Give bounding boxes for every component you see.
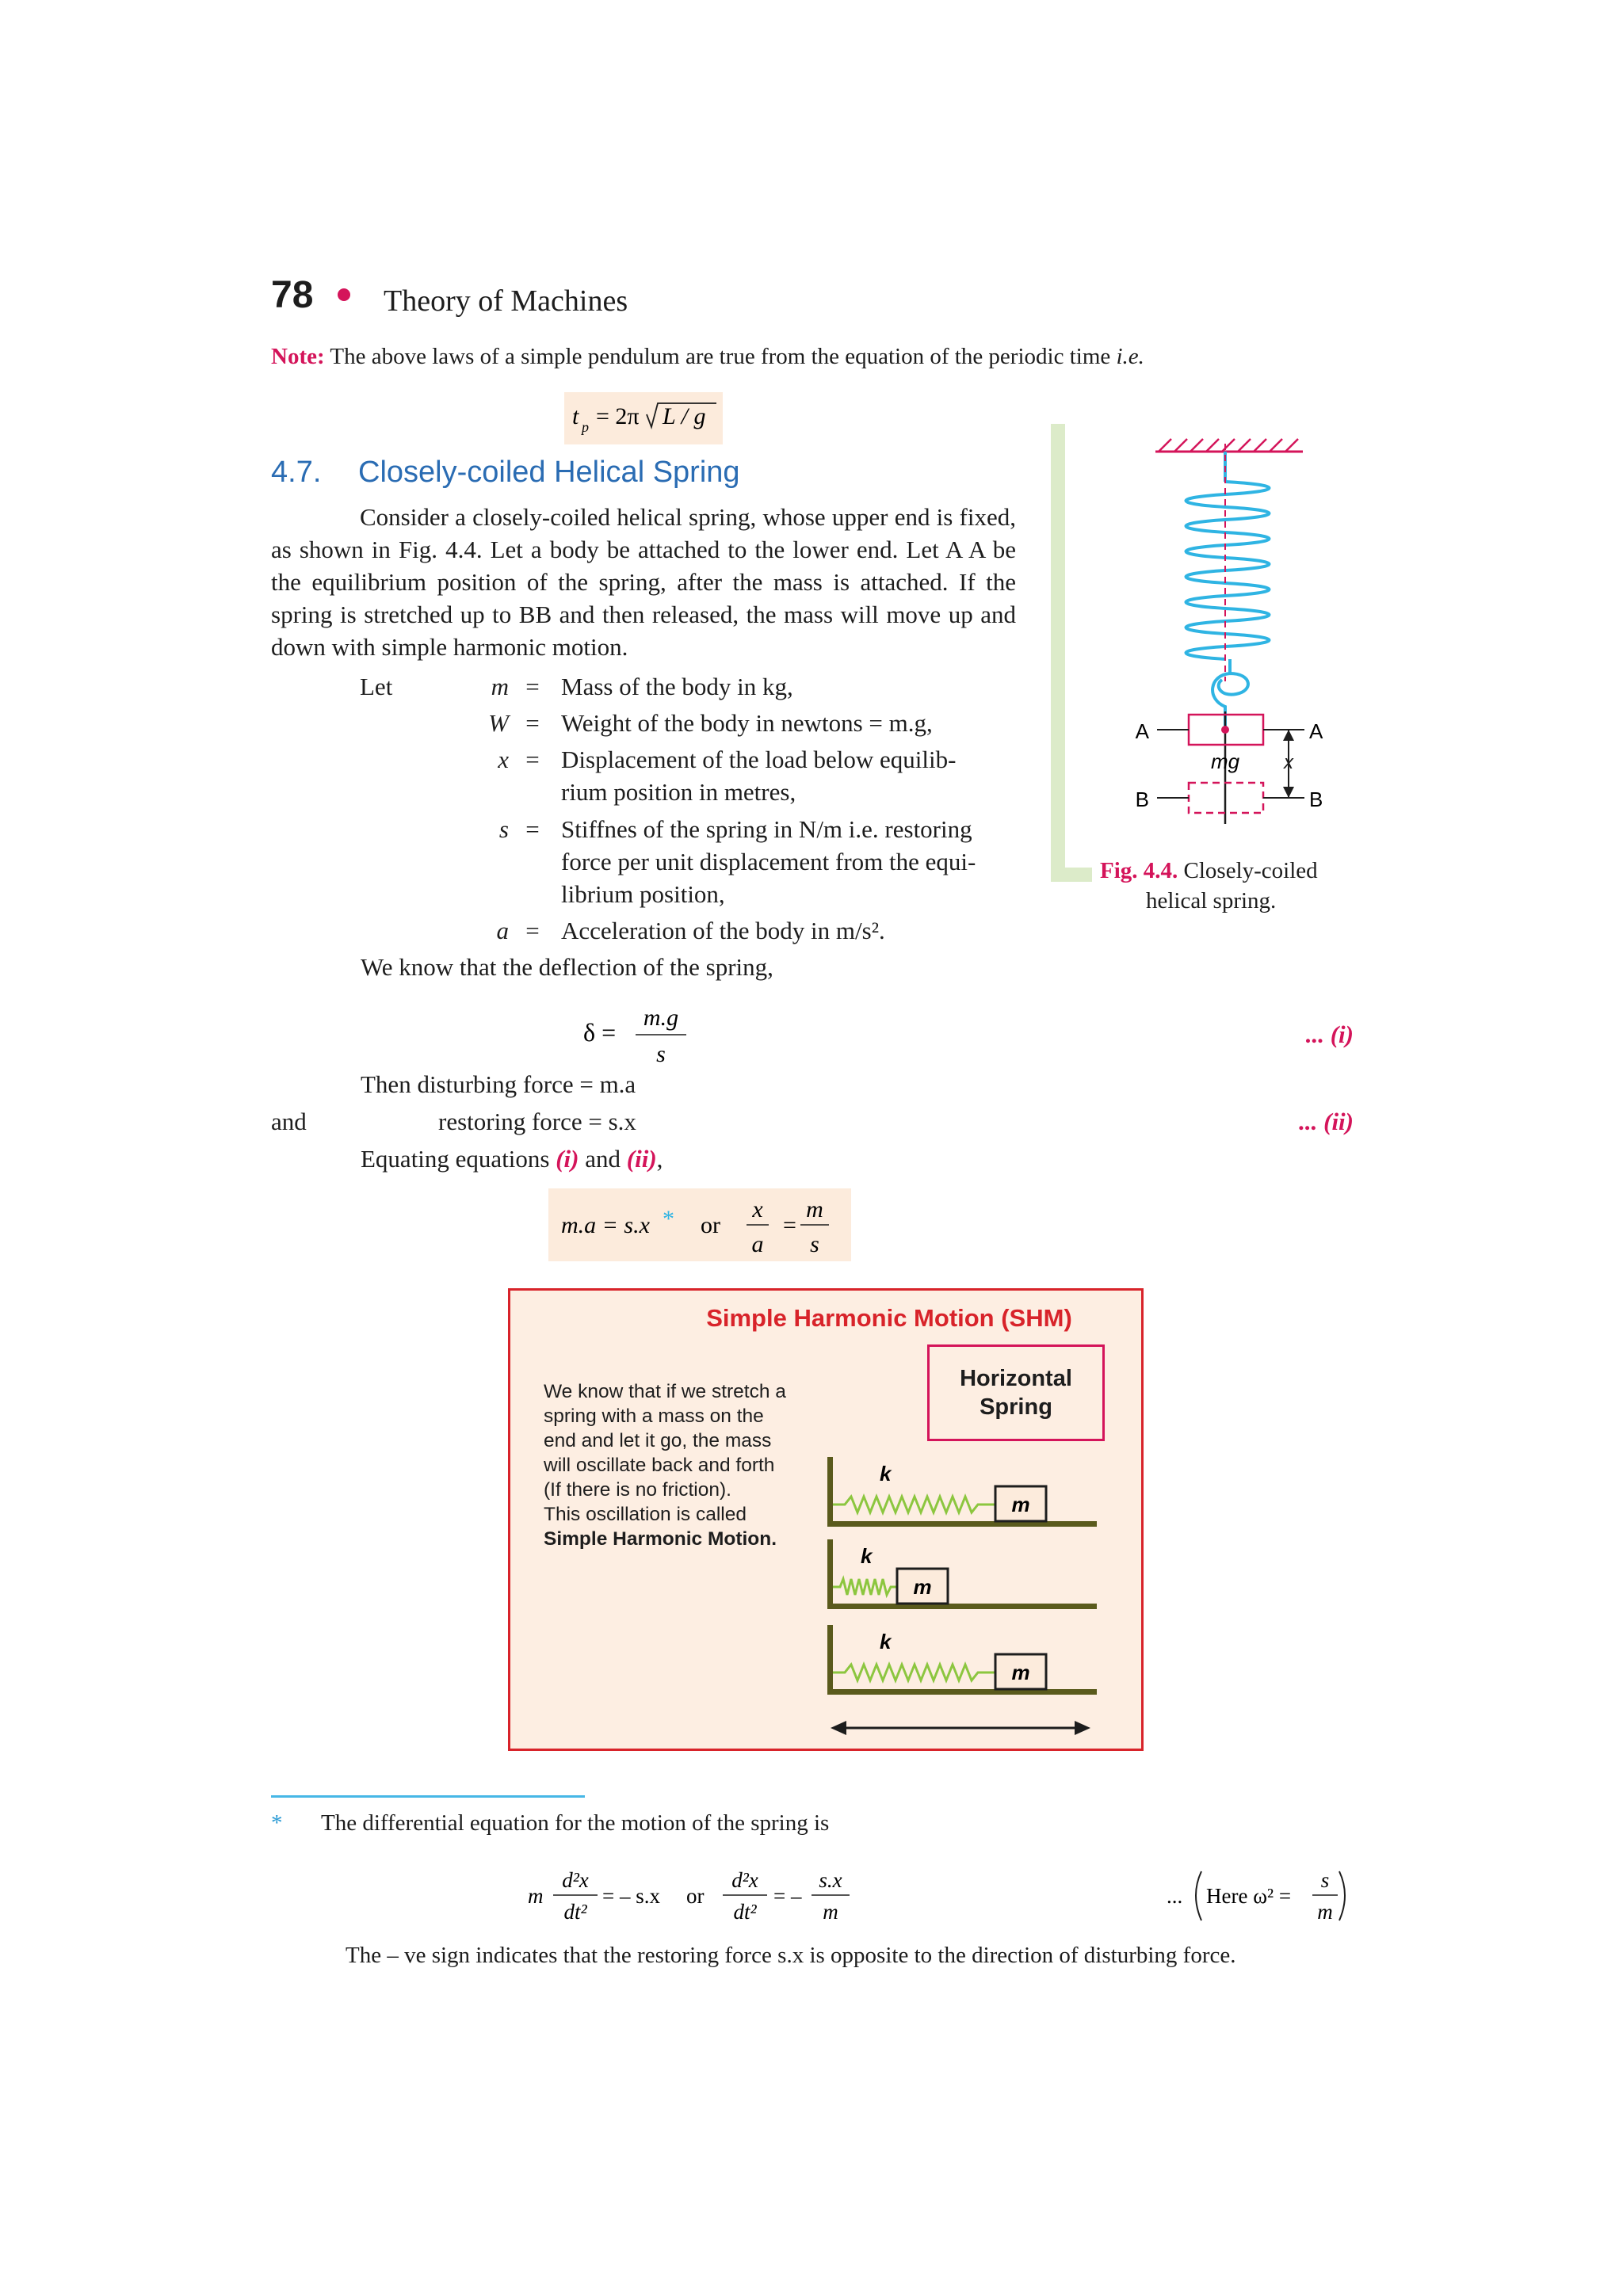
note-label: Note: [271,344,325,369]
intro-paragraph [271,501,1016,663]
shm-desc-line: We know that if we stretch a [544,1381,786,1402]
shm-desc-line: end and let it go, the mass [544,1430,772,1451]
fn-eq-rhs2: = – [773,1884,802,1908]
fn-eq-den2: dt² [733,1900,757,1924]
note-line [271,344,1144,370]
fn-eq-num2: d²x [731,1868,758,1892]
var-desc: force per unit displacement from the equi- [561,848,976,875]
eq-delta-lhs: δ = [583,1018,617,1047]
eq2-or: or [701,1212,720,1238]
equating-post: , [656,1145,663,1173]
eq2-left: m.a = s.x [561,1212,650,1238]
shm-title: Simple Harmonic Motion (SHM) [706,1304,1072,1332]
fn-eq-or: or [686,1884,705,1908]
fn-eq-here-num: s [1320,1868,1330,1892]
var-eq: = [525,917,540,944]
fn-eq-rhs1: = – s.x [602,1884,660,1908]
horizontal-spring-label [927,1344,1105,1441]
shm-desc-line: spring with a mass on the [544,1405,764,1427]
equating-b: (ii) [626,1145,657,1173]
spring-row-compressed [827,1539,1097,1609]
eq2-n1: x [752,1196,763,1222]
book-title: Theory of Machines [384,284,628,318]
spring-row-stretched [827,1457,1097,1527]
var-sym: W [488,709,509,737]
ceiling-hatch [1159,439,1298,452]
section-title: Closely-coiled Helical Spring [358,456,740,489]
figure-caption [1100,856,1318,916]
caption-label: Fig. 4.4. [1100,858,1178,883]
deflection-intro: We know that the deflection of the spring, [361,953,773,981]
oscillation-arrow [831,1721,1090,1735]
eq2-d2: s [810,1231,819,1257]
and-word: and [271,1108,307,1135]
label-b-right: B [1309,788,1323,811]
shm-infobox [508,1288,1144,1751]
equation-deflection [579,1000,697,1071]
equation-periodic-time [564,392,723,444]
section-number: 4.7. [271,456,322,489]
equating-a: (i) [556,1145,579,1173]
fn-eq-num1: d²x [562,1868,589,1892]
var-eq: = [525,746,540,773]
spring-oscillation-diagram [827,1457,1113,1742]
footnote-rule [271,1795,585,1798]
header-bullet [338,288,350,301]
footnote-last-line: The – ve sign indicates that the restoring force s.x is opposite to the direction of disturbing force. [346,1943,1236,1968]
shm-desc-line: will oscillate back and forth [544,1455,775,1476]
var-eq: = [525,815,540,843]
eq-delta-num: m.g [643,1005,679,1031]
paragraph-text: Consider a closely-coiled helical spring, whose upper end is fixed, as shown in Fig. 4.4. Let a body be attached to the lower end. Let A A be the equilibrium position of the spring, after the mass is attached. If the spring is stretched up to BB and then released, the mass will move up and down with simple harmonic motion. [271,503,1016,661]
fn-eq-num3: s.x [819,1868,842,1892]
hs-line-1: Horizontal [960,1366,1072,1391]
mass-label: m [913,1575,932,1599]
fn-eq-den1: dt² [563,1900,587,1924]
var-desc: Stiffnes of the spring in N/m i.e. restoring [561,815,972,843]
page-number: 78 [271,274,314,316]
footnote-text: The differential equation for the motion of the spring is [321,1810,830,1836]
var-sym: x [498,746,509,773]
var-eq: = [525,673,540,700]
note-text: The above laws of a simple pendulum are true from the equation of the periodic time [330,344,1111,369]
var-desc: librium position, [561,880,725,908]
eq-tp-rad: L / g [663,403,706,429]
equating-pre: Equating equations [361,1145,550,1173]
label-a-right: A [1309,719,1323,743]
var-desc: Acceleration of the body in m/s². [561,917,885,944]
fn-eq-here-den: m [1317,1900,1333,1924]
label-x: x [1284,752,1293,773]
var-sym: m [491,673,509,700]
var-desc: rium position in metres, [561,778,796,806]
restoring-force: restoring force = s.x [438,1108,636,1135]
equating-line [361,1142,663,1175]
eq-ref-i: ... (i) [1305,1020,1354,1048]
label-a-left: A [1135,719,1149,743]
footnote-star: * [271,1810,283,1836]
fn-eq-m: m [528,1884,544,1908]
k-label: k [861,1544,873,1568]
label-b-left: B [1135,788,1149,811]
eq2-eq: = [783,1212,796,1238]
eq2-star: * [663,1206,674,1232]
caption-line-1: Closely-coiled [1183,858,1318,883]
fn-eq-den3: m [823,1900,838,1924]
var-sym: a [496,917,509,944]
eq2-d1: a [751,1231,764,1257]
note-tail: i.e. [1116,344,1144,369]
shm-description [544,1379,837,1551]
var-desc: Weight of the body in newtons = m.g, [561,709,933,737]
k-label: k [880,1630,892,1653]
var-sym: s [498,815,509,843]
helical-spring [1186,452,1270,729]
shm-desc-line: (If there is no friction). [544,1479,731,1501]
section-heading [271,456,740,490]
spring-figure [1046,412,1347,848]
eq-delta-den: s [656,1041,666,1067]
disturbing-force: Then disturbing force = m.a [361,1070,636,1098]
eq-ref-ii: ... (ii) [1299,1108,1354,1135]
figure-side-bar-foot [1051,868,1092,882]
shm-desc-bold: Simple Harmonic Motion. [544,1528,777,1550]
let-label: Let [360,673,393,700]
var-desc: Displacement of the load below equilib- [561,746,957,773]
mass-label: m [1011,1661,1030,1684]
mass-label: m [1011,1493,1030,1516]
caption-line-2: helical spring. [1146,888,1277,913]
spring-row-stretched-2 [827,1625,1097,1695]
eq-tp-lhs: t [572,403,579,429]
fn-eq-dots: ... [1167,1884,1183,1908]
k-label: k [880,1462,892,1486]
eq-tp-sub: p [582,419,589,435]
fn-eq-here: Here ω² = [1206,1884,1292,1908]
label-mg: mg [1210,749,1240,773]
footnote-equation [507,1863,1347,1927]
var-desc: Mass of the body in kg, [561,673,793,700]
equating-mid: and [585,1145,621,1173]
shm-desc-line: This oscillation is called [544,1504,747,1525]
var-eq: = [525,709,540,737]
eq2-n2: m [806,1196,823,1222]
hs-line-2: Spring [980,1394,1052,1420]
equation-balance [548,1188,851,1261]
eq-tp-eq: = 2π [596,403,640,429]
